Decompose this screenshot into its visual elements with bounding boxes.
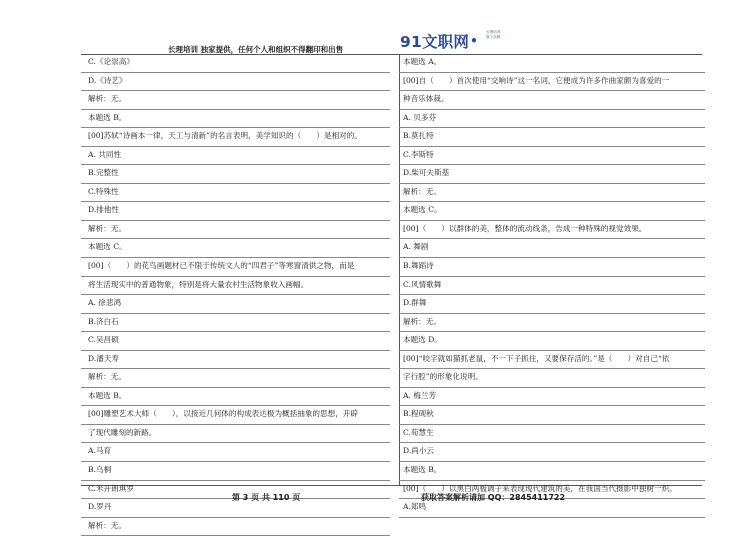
text-line: 将生活现实中的普通物象，特别是将大量农村生活物象收入画幅。 (88, 277, 388, 296)
text-line: B.莫扎特 (403, 128, 703, 147)
text-line: [00]（ ）以黑白两极调子来表现现代建筑的美，在我国当代摄影中独树一炽。 (403, 481, 703, 500)
text-line: 了现代雕刻的新路。 (88, 425, 388, 444)
text-line: A. 贝多芬 (403, 110, 703, 129)
text-line: 本题选 B。 (88, 388, 388, 407)
text-line: 本题选 A。 (403, 54, 703, 73)
text-line: C.李斯特 (403, 147, 703, 166)
text-line: 解析：无。 (88, 518, 388, 536)
logo-sub-line-1: 长理培训 (486, 30, 501, 34)
text-line: D.排他性 (88, 202, 388, 221)
text-line: [00]（ ）以群体的美，整体的流动线条，告成一种特殊的视觉效果。 (403, 221, 703, 240)
text-line: [00]苏轼“诗画本一律，天工与清新”的名言表明，美学知识的（ ）是相对的。 (88, 128, 388, 147)
text-line: 种音乐体裁。 (403, 91, 703, 110)
text-line: A. 共同性 (88, 147, 388, 166)
text-line: 解析：无。 (88, 221, 388, 240)
column-divider (399, 54, 400, 485)
text-line: 解析：无。 (403, 314, 703, 333)
text-line: D.群舞 (403, 295, 703, 314)
text-line: A.郑鸣 (403, 499, 703, 518)
text-line: B.完整性 (88, 165, 388, 184)
text-line: D.潘天寿 (88, 351, 388, 370)
text-line: D.《诗艺》 (88, 73, 388, 92)
text-line: C.米开朗琪罗 (88, 481, 388, 500)
text-line: [00]雕塑艺术大师（ ），以接近几何体的构成表达极为概括抽象的思想，开辟 (88, 406, 388, 425)
text-line: C.《论崇高》 (88, 54, 388, 73)
text-line: 本题选 B。 (403, 462, 703, 481)
text-line: C.吴昌硕 (88, 332, 388, 351)
text-line: B.舞蹈诗 (403, 258, 703, 277)
text-line: D.罗丹 (88, 499, 388, 518)
text-line: A. 徐悲鸿 (88, 295, 388, 314)
text-line: D.柴可夫斯基 (403, 165, 703, 184)
text-line: [00]（ ）的花鸟画题材已不限于传统文人的“四君子”等寒窗清供之物，而是 (88, 258, 388, 277)
text-line: A. 梅兰芳 (403, 388, 703, 407)
footer-contact: 获取答案解析请加 QQ：2845411722 (421, 493, 566, 502)
logo-subtitle (486, 30, 512, 40)
page-number: 第 3 页 共 110 页 (232, 493, 301, 502)
text-line: B.济白石 (88, 314, 388, 333)
logo-sub-line-2: 旗下品牌 (486, 34, 501, 39)
text-line: 解析：无。 (88, 369, 388, 388)
text-line: C.荀慧生 (403, 425, 703, 444)
text-line: 本题选 D。 (403, 332, 703, 351)
text-line: D.尚小云 (403, 443, 703, 462)
text-line: [00]“咬字就如猫抓老鼠，不一下子抓住，又要保存活的。”是（ ）对自己“依 (403, 351, 703, 370)
text-line: 解析：无。 (403, 184, 703, 203)
text-line: A.马育 (88, 443, 388, 462)
text-line: C.风情歌舞 (403, 277, 703, 296)
left-column (88, 54, 388, 536)
text-line: 本题选 C。 (403, 202, 703, 221)
text-line: 解析：无。 (88, 91, 388, 110)
text-line: 本题选 B。 (88, 110, 388, 129)
text-line: [00]自（ ）首次使用“交响诗”这一名词，它便成为许多作曲家颇为喜爱的一 (403, 73, 703, 92)
text-line: C.特殊性 (88, 184, 388, 203)
site-logo (400, 30, 478, 52)
text-line: A. 舞剧 (403, 239, 703, 258)
text-line: 字行腔”的形象化说明。 (403, 369, 703, 388)
text-line: 本题选 C。 (88, 239, 388, 258)
text-line: B.程砚秋 (403, 406, 703, 425)
text-line: B.乌桐 (88, 462, 388, 481)
logo-dot: • (470, 34, 478, 48)
header-note: 长理培训 独家提供，任何个人和组织不得翻印和出售 (168, 45, 344, 54)
right-column (403, 54, 703, 518)
logo-text: 91文职网 (400, 33, 470, 51)
